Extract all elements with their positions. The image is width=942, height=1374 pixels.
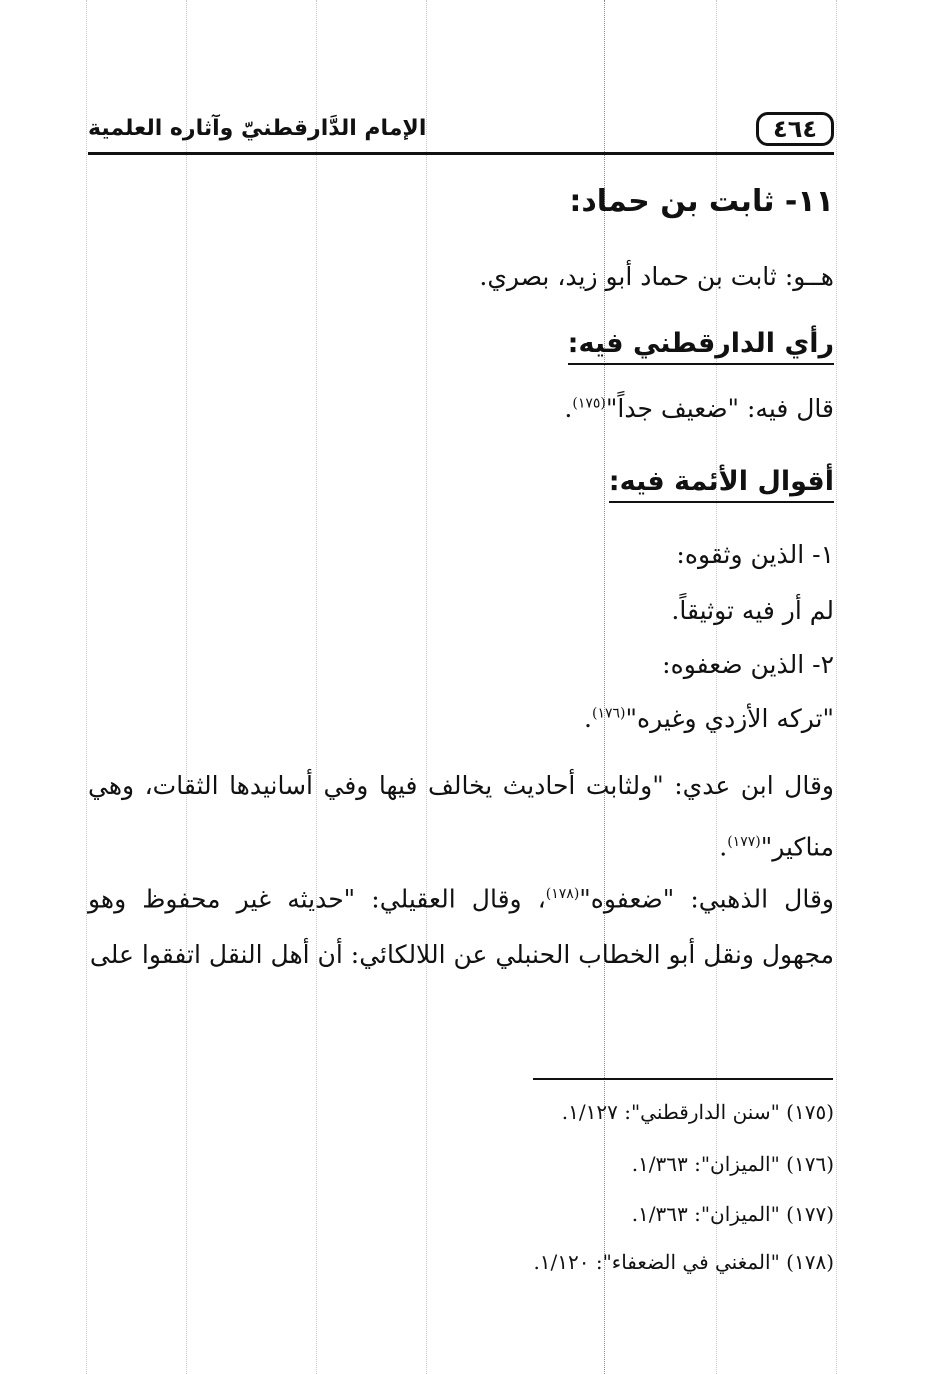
paragraph-tail: . (719, 832, 728, 862)
quote-tail: . (584, 704, 592, 733)
heading-daraqutni-opinion: رأي الدارقطني فيه: (568, 328, 834, 365)
list-item-weak-text (584, 704, 834, 733)
footnote-ref: (١٧٨) (545, 886, 580, 902)
entry-intro: هــو: ثابت بن حماد أبو زيد، بصري. (479, 262, 834, 291)
page-number: ٤٦٤ (756, 112, 834, 146)
footnote-177: (١٧٧) "الميزان": ١/٣٦٣. (631, 1202, 834, 1226)
footnote-separator (533, 1078, 833, 1080)
footnote-ref: (١٧٥) (572, 395, 606, 412)
footnote-176: (١٧٦) "الميزان": ١/٣٦٣. (631, 1152, 834, 1176)
heading-imams-sayings: أقوال الأئمة فيه: (609, 466, 834, 503)
page-header (88, 110, 834, 155)
entry-title: ١١- ثابت بن حماد: (569, 184, 834, 219)
daraqutni-quote (564, 394, 834, 423)
footnote-ref: (١٧٧) (727, 834, 761, 850)
paragraph-text: وقال الذهبي: "ضعفوه" (579, 884, 834, 914)
paragraph-text: وقال ابن عدي: "ولثابت أحاديث يخالف فيها وفي أسانيدها الثقات، وهي مناكير" (88, 771, 834, 862)
quote-text: قال فيه: "ضعيف جداً" (605, 394, 834, 423)
footnote-178: (١٧٨) "المغني في الضعفاء": ١/١٢٠. (533, 1250, 834, 1274)
list-item-trustworthy-label: ١- الذين وثقوه: (676, 540, 834, 569)
quote-tail: . (564, 394, 573, 423)
footnote-175: (١٧٥) "سنن الدارقطني": ١/١٢٧. (561, 1100, 834, 1124)
dhahabi-paragraph (88, 866, 834, 983)
footnote-ref: (١٧٦) (591, 705, 626, 722)
ibn-adi-paragraph (88, 758, 834, 875)
paragraph-text-continued: ، وقال العقيلي: "حديثه غير محفوظ وهو مجهول ونقل أبو الخطاب الحنبلي عن اللالكائي: أن أهل النقل اتفقوا على (88, 884, 834, 970)
list-item-trustworthy-text: لم أر فيه توثيقاً. (671, 596, 834, 625)
list-item-weak-label: ٢- الذين ضعفوه: (662, 650, 834, 679)
quote-text: "تركه الأزدي وغيره" (625, 704, 834, 733)
running-title: الإمام الدَّارقطنيّ وآثاره العلمية (88, 116, 427, 141)
